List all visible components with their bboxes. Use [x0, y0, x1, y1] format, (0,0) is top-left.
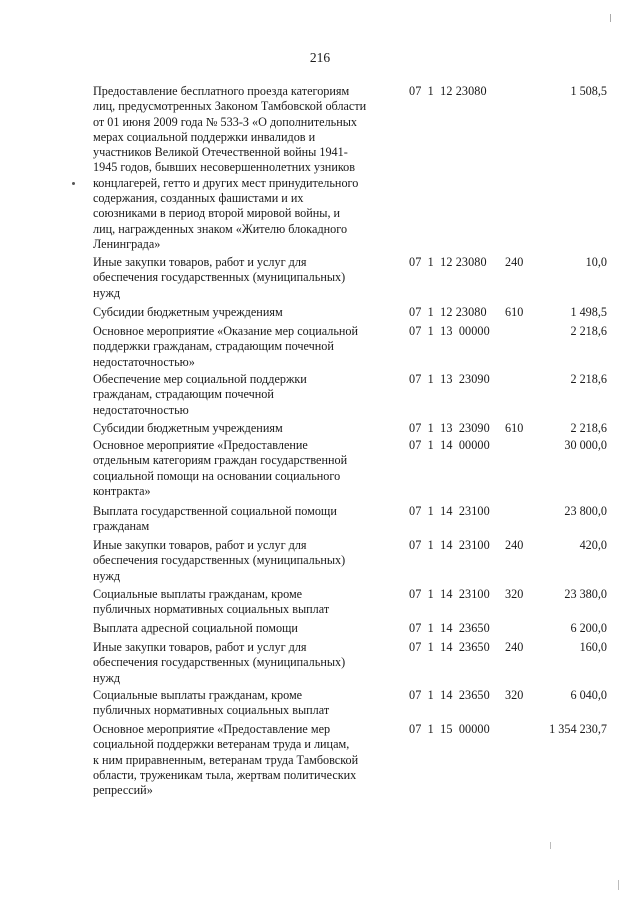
row-code: 07 1 13 23090 — [409, 421, 490, 435]
row-code: 07 1 12 23080 — [409, 305, 487, 319]
row-expense-type: 320 — [505, 587, 524, 601]
row-code: 07 1 13 00000 — [409, 324, 490, 338]
row-description: Иные закупки товаров, работ и услуг для обеспечения государственных (муниципальных) нужд — [93, 538, 346, 583]
row-description: Обеспечение мер социальной поддержки гражданам, страдающим почечной недостаточностью — [93, 372, 307, 417]
row-description: Социальные выплаты гражданам, кроме публичных нормативных социальных выплат — [93, 587, 330, 617]
row-amount: 2 218,6 — [570, 372, 607, 386]
row-expense-type: 610 — [505, 421, 524, 435]
row-description: Предоставление бесплатного проезда категориям лиц, предусмотренных Законом Тамбовской области от 01 июня 2009 года № 533-З «О дополнительных мерах социальной поддержки инвалидов и участников Великой Отечественной войны 1941- 1945 годов, бывших несовершеннолетних узников концлагерей, гетто и других мест принудительного содержания, созданных фашистами и их союзниками в период второй мировой войны, и лиц, награжденных знаком «Жителю блокадного Ленинграда» — [93, 84, 367, 251]
row-code: 07 1 12 23080 — [409, 84, 487, 98]
row-code: 07 1 14 23100 — [409, 504, 490, 518]
row-amount: 160,0 — [579, 640, 607, 654]
row-description: Основное мероприятие «Предоставление мер социальной поддержки ветеранам труда и лицам, к ним приравненным, ветеранам труда Тамбовской области, труженикам тыла, жертвам политических репрессий» — [93, 722, 359, 798]
row-amount: 2 218,6 — [570, 324, 607, 338]
row-amount: 1 508,5 — [570, 84, 607, 98]
scan-mark — [550, 842, 552, 849]
row-amount: 6 200,0 — [570, 621, 607, 635]
row-code: 07 1 14 23650 — [409, 688, 490, 702]
page-number: 216 — [309, 50, 331, 65]
row-code: 07 1 14 23650 — [409, 621, 490, 635]
scan-dot — [72, 182, 75, 185]
row-code: 07 1 14 00000 — [409, 438, 490, 452]
row-description: Иные закупки товаров, работ и услуг для обеспечения государственных (муниципальных) нужд — [93, 640, 346, 685]
row-amount: 10,0 — [585, 255, 607, 269]
row-amount: 1 354 230,7 — [549, 722, 607, 736]
row-expense-type: 240 — [505, 640, 524, 654]
row-description: Основное мероприятие «Оказание мер социальной поддержки гражданам, страдающим почечной недостаточностью» — [93, 324, 359, 369]
row-code: 07 1 12 23080 — [409, 255, 487, 269]
row-amount: 2 218,6 — [570, 421, 607, 435]
row-expense-type: 240 — [505, 538, 524, 552]
row-amount: 23 380,0 — [564, 587, 607, 601]
row-expense-type: 320 — [505, 688, 524, 702]
row-code: 07 1 14 23100 — [409, 538, 490, 552]
row-description: Социальные выплаты гражданам, кроме публичных нормативных социальных выплат — [93, 688, 330, 718]
row-description: Субсидии бюджетным учреждениям — [93, 305, 283, 319]
row-description: Иные закупки товаров, работ и услуг для обеспечения государственных (муниципальных) нужд — [93, 255, 346, 300]
row-amount: 30 000,0 — [564, 438, 607, 452]
scan-mark — [618, 880, 620, 890]
row-amount: 420,0 — [579, 538, 607, 552]
row-code: 07 1 14 23650 — [409, 640, 490, 654]
row-description: Выплата государственной социальной помощи гражданам — [93, 504, 337, 534]
row-code: 07 1 13 23090 — [409, 372, 490, 386]
row-amount: 1 498,5 — [570, 305, 607, 319]
scan-mark — [610, 14, 613, 22]
row-code: 07 1 15 00000 — [409, 722, 490, 736]
row-expense-type: 240 — [505, 255, 524, 269]
row-description: Субсидии бюджетным учреждениям — [93, 421, 283, 435]
row-description: Выплата адресной социальной помощи — [93, 621, 298, 635]
row-amount: 23 800,0 — [564, 504, 607, 518]
row-description: Основное мероприятие «Предоставление отдельным категориям граждан государственной социальной помощи на основании социального контракта» — [93, 438, 348, 498]
row-expense-type: 610 — [505, 305, 524, 319]
row-code: 07 1 14 23100 — [409, 587, 490, 601]
row-amount: 6 040,0 — [570, 688, 607, 702]
